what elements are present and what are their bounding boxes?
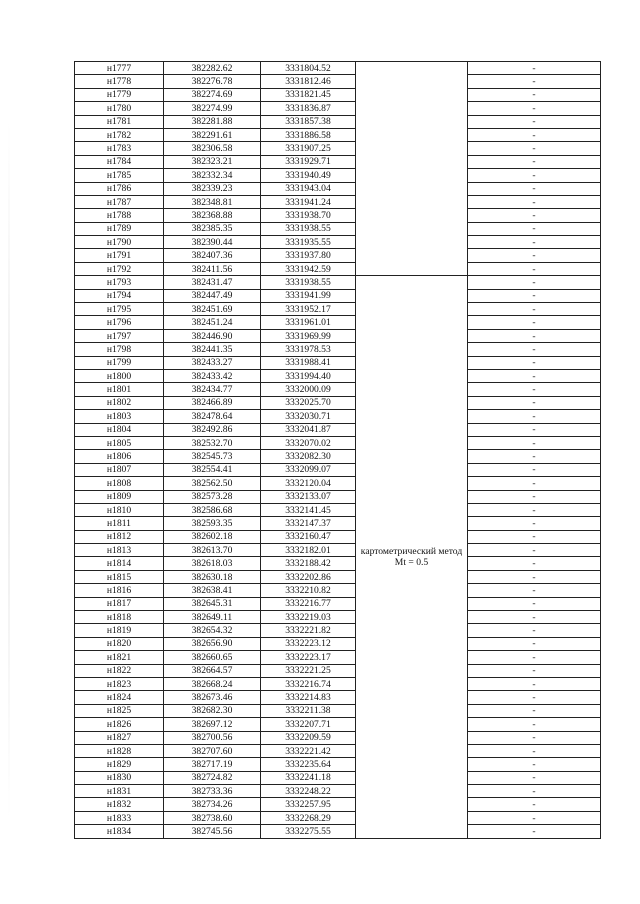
x-coordinate-cell: 382613.70	[164, 544, 261, 557]
y-coordinate-cell: 3332030.71	[261, 410, 356, 423]
point-id-cell: н1819	[75, 624, 164, 637]
x-coordinate-cell: 382407.36	[164, 249, 261, 262]
table-row	[75, 798, 601, 811]
y-coordinate-cell: 3331952.17	[261, 303, 356, 316]
point-id-cell: н1789	[75, 222, 164, 235]
table-row	[75, 75, 601, 88]
point-id-cell: н1800	[75, 369, 164, 382]
note-cell: -	[468, 249, 601, 262]
table-row	[75, 731, 601, 744]
point-id-cell: н1808	[75, 477, 164, 490]
y-coordinate-cell: 3331943.04	[261, 182, 356, 195]
note-cell: -	[468, 718, 601, 731]
y-coordinate-cell: 3332214.83	[261, 691, 356, 704]
note-cell: -	[468, 704, 601, 717]
x-coordinate-cell: 382291.61	[164, 128, 261, 141]
table-row	[75, 276, 601, 289]
note-cell: -	[468, 544, 601, 557]
note-cell: -	[468, 329, 601, 342]
x-coordinate-cell: 382441.35	[164, 343, 261, 356]
table-row	[75, 410, 601, 423]
x-coordinate-cell: 382664.57	[164, 664, 261, 677]
note-cell: -	[468, 423, 601, 436]
y-coordinate-cell: 3332188.42	[261, 557, 356, 570]
y-coordinate-cell: 3331938.70	[261, 209, 356, 222]
y-coordinate-cell: 3332099.07	[261, 463, 356, 476]
point-id-cell: н1806	[75, 450, 164, 463]
table-row	[75, 115, 601, 128]
note-cell: -	[468, 236, 601, 249]
y-coordinate-cell: 3332257.95	[261, 798, 356, 811]
y-coordinate-cell: 3332268.29	[261, 811, 356, 824]
table-row	[75, 356, 601, 369]
point-id-cell: н1788	[75, 209, 164, 222]
note-cell: -	[468, 503, 601, 516]
point-id-cell: н1780	[75, 102, 164, 115]
note-cell: -	[468, 597, 601, 610]
y-coordinate-cell: 3332210.82	[261, 584, 356, 597]
note-cell: -	[468, 664, 601, 677]
point-id-cell: н1810	[75, 503, 164, 516]
y-coordinate-cell: 3331929.71	[261, 155, 356, 168]
x-coordinate-cell: 382323.21	[164, 155, 261, 168]
point-id-cell: н1830	[75, 771, 164, 784]
y-coordinate-cell: 3332133.07	[261, 490, 356, 503]
x-coordinate-cell: 382434.77	[164, 383, 261, 396]
y-coordinate-cell: 3331941.99	[261, 289, 356, 302]
table-row	[75, 450, 601, 463]
y-coordinate-cell: 3332025.70	[261, 396, 356, 409]
x-coordinate-cell: 382451.69	[164, 303, 261, 316]
y-coordinate-cell: 3331942.59	[261, 262, 356, 275]
note-cell: -	[468, 369, 601, 382]
note-cell: -	[468, 624, 601, 637]
table-row	[75, 771, 601, 784]
point-id-cell: н1792	[75, 262, 164, 275]
note-cell: -	[468, 102, 601, 115]
point-id-cell: н1812	[75, 530, 164, 543]
y-coordinate-cell: 3331938.55	[261, 276, 356, 289]
table-row	[75, 825, 601, 838]
point-id-cell: н1797	[75, 329, 164, 342]
table-row	[75, 155, 601, 168]
y-coordinate-cell: 3331937.80	[261, 249, 356, 262]
note-cell: -	[468, 450, 601, 463]
table-row	[75, 182, 601, 195]
table-row	[75, 570, 601, 583]
x-coordinate-cell: 382645.31	[164, 597, 261, 610]
table-row	[75, 343, 601, 356]
point-id-cell: н1790	[75, 236, 164, 249]
note-cell: -	[468, 396, 601, 409]
point-id-cell: н1803	[75, 410, 164, 423]
note-cell: -	[468, 142, 601, 155]
y-coordinate-cell: 3332219.03	[261, 611, 356, 624]
y-coordinate-cell: 3332248.22	[261, 785, 356, 798]
y-coordinate-cell: 3332221.82	[261, 624, 356, 637]
table-row	[75, 691, 601, 704]
table-row	[75, 62, 601, 75]
table-row	[75, 316, 601, 329]
point-id-cell: н1798	[75, 343, 164, 356]
x-coordinate-cell: 382274.69	[164, 88, 261, 101]
note-cell: -	[468, 88, 601, 101]
table-row	[75, 718, 601, 731]
table-row	[75, 490, 601, 503]
x-coordinate-cell: 382282.62	[164, 62, 261, 75]
point-id-cell: н1828	[75, 744, 164, 757]
table-row	[75, 436, 601, 449]
note-cell: -	[468, 169, 601, 182]
y-coordinate-cell: 3332221.42	[261, 744, 356, 757]
x-coordinate-cell: 382431.47	[164, 276, 261, 289]
table-row	[75, 664, 601, 677]
note-cell: -	[468, 436, 601, 449]
table-row	[75, 142, 601, 155]
point-id-cell: н1814	[75, 557, 164, 570]
note-cell: -	[468, 611, 601, 624]
table-row	[75, 369, 601, 382]
point-id-cell: н1831	[75, 785, 164, 798]
note-cell: -	[468, 570, 601, 583]
x-coordinate-cell: 382724.82	[164, 771, 261, 784]
point-id-cell: н1791	[75, 249, 164, 262]
y-coordinate-cell: 3332000.09	[261, 383, 356, 396]
method-cell-group-b: картометрический метод Mt = 0.5	[356, 276, 468, 838]
y-coordinate-cell: 3331940.49	[261, 169, 356, 182]
x-coordinate-cell: 382339.23	[164, 182, 261, 195]
x-coordinate-cell: 382390.44	[164, 236, 261, 249]
table-row	[75, 236, 601, 249]
y-coordinate-cell: 3331941.24	[261, 195, 356, 208]
y-coordinate-cell: 3331836.87	[261, 102, 356, 115]
x-coordinate-cell: 382668.24	[164, 677, 261, 690]
note-cell: -	[468, 825, 601, 838]
y-coordinate-cell: 3332223.12	[261, 637, 356, 650]
x-coordinate-cell: 382478.64	[164, 410, 261, 423]
point-id-cell: н1807	[75, 463, 164, 476]
x-coordinate-cell: 382618.03	[164, 557, 261, 570]
x-coordinate-cell: 382660.65	[164, 651, 261, 664]
note-cell: -	[468, 356, 601, 369]
table-row	[75, 758, 601, 771]
y-coordinate-cell: 3331994.40	[261, 369, 356, 382]
table-row	[75, 544, 601, 557]
table-row	[75, 624, 601, 637]
point-id-cell: н1784	[75, 155, 164, 168]
x-coordinate-cell: 382649.11	[164, 611, 261, 624]
note-cell: -	[468, 691, 601, 704]
table-row	[75, 557, 601, 570]
note-cell: -	[468, 62, 601, 75]
point-id-cell: н1799	[75, 356, 164, 369]
table-row	[75, 597, 601, 610]
y-coordinate-cell: 3331804.52	[261, 62, 356, 75]
y-coordinate-cell: 3332207.71	[261, 718, 356, 731]
table-row	[75, 222, 601, 235]
x-coordinate-cell: 382368.88	[164, 209, 261, 222]
method-cell-group-a	[356, 62, 468, 276]
note-cell: -	[468, 637, 601, 650]
note-cell: -	[468, 410, 601, 423]
point-id-cell: н1833	[75, 811, 164, 824]
point-id-cell: н1821	[75, 651, 164, 664]
table-row	[75, 785, 601, 798]
point-id-cell: н1781	[75, 115, 164, 128]
x-coordinate-cell: 382348.81	[164, 195, 261, 208]
note-cell: -	[468, 195, 601, 208]
point-id-cell: н1809	[75, 490, 164, 503]
y-coordinate-cell: 3331907.25	[261, 142, 356, 155]
table-row	[75, 637, 601, 650]
y-coordinate-cell: 3332211.38	[261, 704, 356, 717]
y-coordinate-cell: 3332216.74	[261, 677, 356, 690]
note-cell: -	[468, 222, 601, 235]
point-id-cell: н1832	[75, 798, 164, 811]
table-row	[75, 423, 601, 436]
x-coordinate-cell: 382586.68	[164, 503, 261, 516]
x-coordinate-cell: 382332.34	[164, 169, 261, 182]
y-coordinate-cell: 3332141.45	[261, 503, 356, 516]
table-row	[75, 463, 601, 476]
point-id-cell: н1786	[75, 182, 164, 195]
table-row	[75, 195, 601, 208]
y-coordinate-cell: 3331886.58	[261, 128, 356, 141]
x-coordinate-cell: 382707.60	[164, 744, 261, 757]
table-row	[75, 677, 601, 690]
table-row	[75, 651, 601, 664]
point-id-cell: н1817	[75, 597, 164, 610]
point-id-cell: н1783	[75, 142, 164, 155]
note-cell: -	[468, 182, 601, 195]
x-coordinate-cell: 382630.18	[164, 570, 261, 583]
table-row	[75, 530, 601, 543]
x-coordinate-cell: 382700.56	[164, 731, 261, 744]
x-coordinate-cell: 382673.46	[164, 691, 261, 704]
table-row	[75, 744, 601, 757]
note-cell: -	[468, 115, 601, 128]
table-row	[75, 249, 601, 262]
point-id-cell: н1827	[75, 731, 164, 744]
y-coordinate-cell: 3331978.53	[261, 343, 356, 356]
y-coordinate-cell: 3331988.41	[261, 356, 356, 369]
point-id-cell: н1793	[75, 276, 164, 289]
x-coordinate-cell: 382554.41	[164, 463, 261, 476]
note-cell: -	[468, 785, 601, 798]
point-id-cell: н1811	[75, 517, 164, 530]
note-cell: -	[468, 155, 601, 168]
table-row	[75, 811, 601, 824]
x-coordinate-cell: 382717.19	[164, 758, 261, 771]
point-id-cell: н1826	[75, 718, 164, 731]
coordinates-table	[74, 61, 601, 839]
point-id-cell: н1802	[75, 396, 164, 409]
point-id-cell: н1794	[75, 289, 164, 302]
y-coordinate-cell: 3332120.04	[261, 477, 356, 490]
table-row	[75, 383, 601, 396]
x-coordinate-cell: 382451.24	[164, 316, 261, 329]
x-coordinate-cell: 382682.30	[164, 704, 261, 717]
y-coordinate-cell: 3332082.30	[261, 450, 356, 463]
point-id-cell: н1779	[75, 88, 164, 101]
scan-margin-shadow	[8, 120, 10, 820]
table-row	[75, 303, 601, 316]
note-cell: -	[468, 771, 601, 784]
table-row	[75, 128, 601, 141]
point-id-cell: н1824	[75, 691, 164, 704]
note-cell: -	[468, 343, 601, 356]
y-coordinate-cell: 3331812.46	[261, 75, 356, 88]
note-cell: -	[468, 490, 601, 503]
note-cell: -	[468, 463, 601, 476]
x-coordinate-cell: 382562.50	[164, 477, 261, 490]
y-coordinate-cell: 3332070.02	[261, 436, 356, 449]
note-cell: -	[468, 316, 601, 329]
y-coordinate-cell: 3332216.77	[261, 597, 356, 610]
point-id-cell: н1804	[75, 423, 164, 436]
point-id-cell: н1805	[75, 436, 164, 449]
x-coordinate-cell: 382602.18	[164, 530, 261, 543]
point-id-cell: н1778	[75, 75, 164, 88]
y-coordinate-cell: 3332221.25	[261, 664, 356, 677]
x-coordinate-cell: 382281.88	[164, 115, 261, 128]
x-coordinate-cell: 382466.89	[164, 396, 261, 409]
y-coordinate-cell: 3332041.87	[261, 423, 356, 436]
point-id-cell: н1816	[75, 584, 164, 597]
y-coordinate-cell: 3332209.59	[261, 731, 356, 744]
table-row	[75, 329, 601, 342]
x-coordinate-cell: 382446.90	[164, 329, 261, 342]
note-cell: -	[468, 811, 601, 824]
point-id-cell: н1801	[75, 383, 164, 396]
x-coordinate-cell: 382545.73	[164, 450, 261, 463]
note-cell: -	[468, 262, 601, 275]
point-id-cell: н1823	[75, 677, 164, 690]
table-row	[75, 262, 601, 275]
note-cell: -	[468, 209, 601, 222]
x-coordinate-cell: 382697.12	[164, 718, 261, 731]
note-cell: -	[468, 677, 601, 690]
point-id-cell: н1796	[75, 316, 164, 329]
x-coordinate-cell: 382593.35	[164, 517, 261, 530]
y-coordinate-cell: 3331935.55	[261, 236, 356, 249]
x-coordinate-cell: 382276.78	[164, 75, 261, 88]
y-coordinate-cell: 3331938.55	[261, 222, 356, 235]
note-cell: -	[468, 383, 601, 396]
y-coordinate-cell: 3332182.01	[261, 544, 356, 557]
x-coordinate-cell: 382532.70	[164, 436, 261, 449]
y-coordinate-cell: 3332160.47	[261, 530, 356, 543]
table-row	[75, 503, 601, 516]
y-coordinate-cell: 3332223.17	[261, 651, 356, 664]
point-id-cell: н1777	[75, 62, 164, 75]
table-row	[75, 704, 601, 717]
note-cell: -	[468, 530, 601, 543]
y-coordinate-cell: 3331969.99	[261, 329, 356, 342]
x-coordinate-cell: 382656.90	[164, 637, 261, 650]
note-cell: -	[468, 276, 601, 289]
y-coordinate-cell: 3332241.18	[261, 771, 356, 784]
x-coordinate-cell: 382573.28	[164, 490, 261, 503]
table-row	[75, 611, 601, 624]
x-coordinate-cell: 382306.58	[164, 142, 261, 155]
table-row	[75, 289, 601, 302]
y-coordinate-cell: 3331821.45	[261, 88, 356, 101]
x-coordinate-cell: 382738.60	[164, 811, 261, 824]
note-cell: -	[468, 517, 601, 530]
x-coordinate-cell: 382654.32	[164, 624, 261, 637]
note-cell: -	[468, 75, 601, 88]
note-cell: -	[468, 758, 601, 771]
x-coordinate-cell: 382733.36	[164, 785, 261, 798]
note-cell: -	[468, 798, 601, 811]
note-cell: -	[468, 744, 601, 757]
coordinates-table-body	[75, 62, 601, 839]
x-coordinate-cell: 382433.42	[164, 369, 261, 382]
point-id-cell: н1822	[75, 664, 164, 677]
point-id-cell: н1815	[75, 570, 164, 583]
table-row	[75, 477, 601, 490]
note-cell: -	[468, 584, 601, 597]
point-id-cell: н1795	[75, 303, 164, 316]
table-row	[75, 88, 601, 101]
y-coordinate-cell: 3331961.01	[261, 316, 356, 329]
point-id-cell: н1782	[75, 128, 164, 141]
table-row	[75, 209, 601, 222]
x-coordinate-cell: 382385.35	[164, 222, 261, 235]
x-coordinate-cell: 382411.56	[164, 262, 261, 275]
y-coordinate-cell: 3331857.38	[261, 115, 356, 128]
note-cell: -	[468, 651, 601, 664]
table-row	[75, 169, 601, 182]
point-id-cell: н1787	[75, 195, 164, 208]
point-id-cell: н1825	[75, 704, 164, 717]
point-id-cell: н1818	[75, 611, 164, 624]
x-coordinate-cell: 382492.86	[164, 423, 261, 436]
table-row	[75, 517, 601, 530]
note-cell: -	[468, 128, 601, 141]
x-coordinate-cell: 382433.27	[164, 356, 261, 369]
note-cell: -	[468, 731, 601, 744]
note-cell: -	[468, 477, 601, 490]
table-row	[75, 584, 601, 597]
x-coordinate-cell: 382745.56	[164, 825, 261, 838]
note-cell: -	[468, 289, 601, 302]
x-coordinate-cell: 382447.49	[164, 289, 261, 302]
y-coordinate-cell: 3332275.55	[261, 825, 356, 838]
x-coordinate-cell: 382734.26	[164, 798, 261, 811]
point-id-cell: н1820	[75, 637, 164, 650]
point-id-cell: н1834	[75, 825, 164, 838]
y-coordinate-cell: 3332202.86	[261, 570, 356, 583]
x-coordinate-cell: 382274.99	[164, 102, 261, 115]
x-coordinate-cell: 382638.41	[164, 584, 261, 597]
table-row	[75, 396, 601, 409]
note-cell: -	[468, 557, 601, 570]
point-id-cell: н1829	[75, 758, 164, 771]
note-cell: -	[468, 303, 601, 316]
y-coordinate-cell: 3332147.37	[261, 517, 356, 530]
point-id-cell: н1785	[75, 169, 164, 182]
point-id-cell: н1813	[75, 544, 164, 557]
y-coordinate-cell: 3332235.64	[261, 758, 356, 771]
table-row	[75, 102, 601, 115]
